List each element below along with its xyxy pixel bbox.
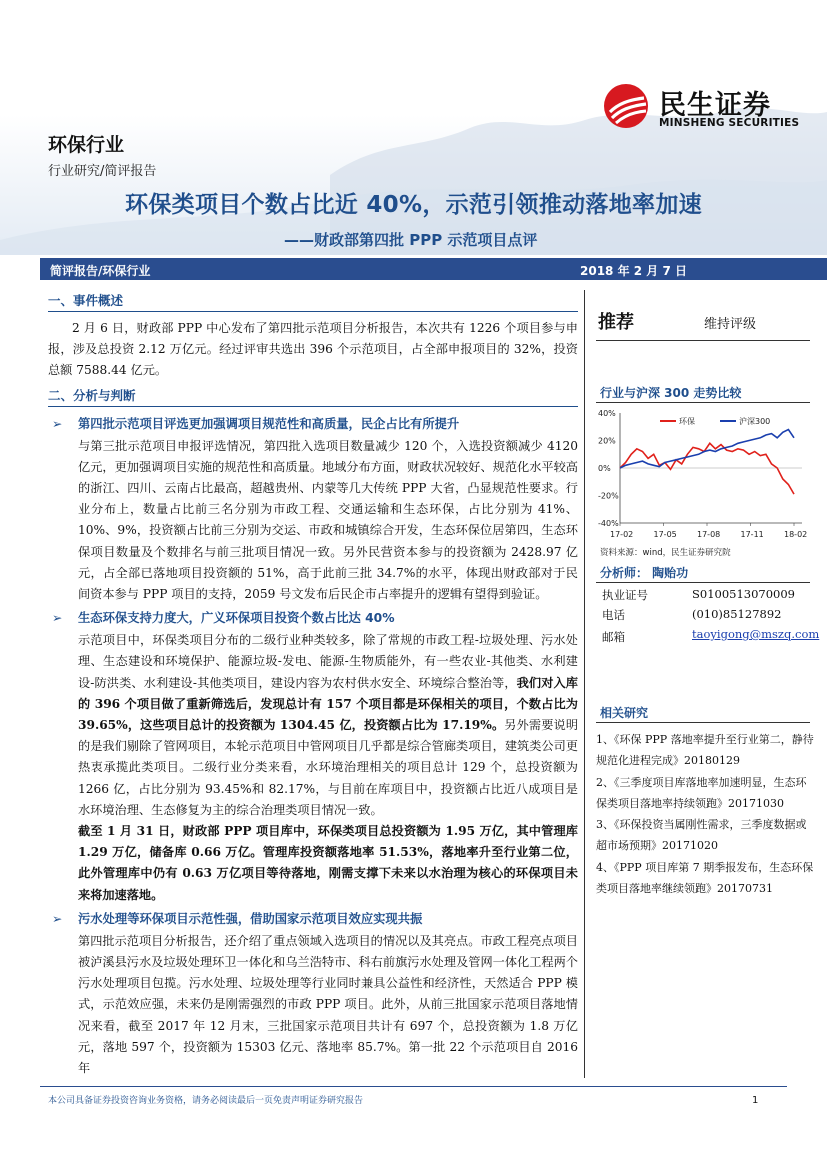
report-type: 行业研究/简评报告 [48, 164, 157, 179]
related-item[interactable]: 3、《环保投资当属刚性需求，三季度数据或超市场预期》20171020 [596, 818, 807, 853]
x-tick-label: 18-02 [784, 530, 808, 539]
related-heading: 相关研究 [600, 706, 649, 720]
arrow-icon: ➢ [52, 911, 63, 926]
phone-value: (010)85127892 [692, 607, 782, 621]
brand-name-cn: 民生证券 [659, 90, 771, 121]
rating: 推荐 [598, 312, 634, 333]
divider [596, 722, 810, 723]
footer-disclaimer: 本公司具备证券投资咨询业务资格，请务必阅读最后一页免责声明证券研究报告 [48, 1096, 364, 1106]
header-bar [40, 258, 827, 280]
phone-row [602, 607, 812, 627]
y-tick-label: -20% [598, 491, 619, 501]
paragraph-analysis-3-text: 截至 1 月 31 日，财政部 PPP 项目库中，环保类项目总投资额为 1.95 万亿，其中管理库 1.29 万亿，储备库 0.66 万亿。管理库投资额落地率 51.53%，落地率升至行业第二位，此外管理库中仍有 0.63 万亿项目等待落地，刚需支撑下未来以水治理为核心的环保项目未来将加速落地。 [78, 824, 578, 902]
bullet-heading-2-text: 生态环保支持力度大，广义环保项目投资个数占比达 40% [78, 611, 395, 626]
paragraph-analysis-2a: 示范项目中，环保类项目分布的二级行业种类较多，除了常规的市政工程-垃圾处理、污水处理、生态建设和环境保护、能源垃圾-发电、能源-生物质能外，有一些农业-其他类、水利建设-防洪类、水利建设-其他类项目，建设内容为农村供水安全、环境综合整治等， [78, 633, 578, 690]
brand-name-en: MINSHENG SECURITIES [659, 117, 800, 129]
footer-divider [40, 1086, 787, 1087]
main-content [48, 290, 578, 1079]
bullet-heading-3-text: 污水处理等环保项目示范性强，借助国家示范项目效应实现共振 [78, 911, 423, 926]
report-title: 环保类项目个数占比近 40%，示范引领推动落地率加速 [125, 192, 702, 218]
y-tick-label: 0% [598, 464, 611, 473]
paragraph-analysis-4: 第四批示范项目分析报告，还介绍了重点领域入选项目的情况以及其亮点。市政工程亮点项目被泸溪县污水及垃圾处理环卫一体化和乌兰浩特市、科右前旗污水处理及管网一体化工程两个污水处理项目包揽。污水处理、垃圾处理等行业同时兼具公益性和经济性，天然适合 PPP 模式，示范效应强，未来仍是刚需强烈的市政 PPP 项目。此外，从前三批国家示范项目落地情况来看，截至 2017 年 12 月末，三批国家示范项目共计有 697 个，总投资额为 1.8 万亿元，落地 597 个，投资额为 15303 亿元、落地率 85.7%。第一批 22 个示范项目自 2016 年 [78, 933, 578, 1076]
brand-logo-icon [602, 82, 652, 130]
section-heading-event: 一、事件概述 [48, 290, 578, 312]
x-tick-label: 17-11 [740, 530, 764, 539]
header-bar-category: 简评报告/环保行业 [50, 264, 151, 278]
chart-source: 资料来源：wind，民生证券研究院 [600, 548, 731, 558]
cert-row [602, 587, 812, 607]
paragraph-analysis-2c: 另外需要说明的是我们剔除了管网项目，本轮示范项目中管网项目几乎都是综合管廊类项目，建筑类公司更热衷承揽此类项目。二级行业分类来看，水环境治理相关的项目总计 129 个，总投资额为 1266 亿，占比分别为 93.45%和 82.17%，与目前在库项目中，投资额占比近八成项目是水环境治理、生态修复为主的综合治理类项目情况一致。 [78, 718, 579, 817]
related-item[interactable]: 2、《三季度项目库落地率加速明显，生态环保类项目落地率持续领跑》20171030 [596, 775, 807, 810]
y-tick-label: -40% [598, 519, 619, 528]
bullet-heading-3 [48, 908, 578, 931]
rating-note: 维持评级 [704, 317, 757, 332]
related-research-list [596, 729, 814, 899]
email-link[interactable]: taoyigong@mszq.com [692, 627, 820, 641]
email-row [602, 627, 820, 647]
y-tick-label: 20% [598, 436, 616, 446]
paragraph-analysis-1: 与第三批示范项目申报评选情况，第四批入选项目数量减少 120 个，入选投资额减少 4120 亿元，更加强调项目实施的规范性和高质量。地域分布方面，财政状况较好、规范化水平较高的浙江、四川、云南占比最高，超越贵州、内蒙等几大传统 PPP 大省，凸显规范性要求。行业分布上，数量占比前三名分别为市政工程、交通运输和生态环保，占比分别为 41%、10%、9%，投资额占比前三分别为交运、市政和城镇综合开发，生态环保位居第四，生态环保项目数量及个数排名与前三批项目情况一致。另外民营资本参与的投资额为 2428.97 亿元，占全部已落地项目投资额的 51%，高于此前三批 34.7%的水平，体现出财政部对于民间资本参与 PPP 项目的支持，2059 号文发布后民企市占率提升的逻辑有望得到验证。 [78, 438, 578, 602]
report-date: 2018 年 2 月 7 日 [580, 264, 687, 278]
legend-label: 环保 [679, 417, 695, 426]
arrow-icon: ➢ [52, 416, 63, 431]
legend-label: 沪深300 [739, 417, 771, 426]
x-tick-label: 17-05 [653, 530, 677, 539]
cert-value: S0100513070009 [692, 587, 795, 601]
divider [596, 340, 810, 341]
bullet-heading-2 [48, 607, 578, 630]
x-tick-label: 17-02 [610, 530, 634, 539]
phone-label: 电话 [602, 608, 625, 622]
y-tick-label: 40% [598, 409, 616, 418]
arrow-icon: ➢ [52, 611, 63, 626]
paragraph-analysis-3 [48, 821, 578, 906]
page-number: 1 [752, 1095, 759, 1106]
paragraph-event: 2 月 6 日，财政部 PPP 中心发布了第四批示范项目分析报告，本次共有 1226 个项目参与申报，涉及总投资 2.12 万亿元。经过评审共选出 396 个示范项目，占全部申报项目的 32%，投资总额 7588.44 亿元。 [48, 321, 578, 378]
section-heading-analysis: 二、分析与判断 [48, 385, 578, 407]
email-label: 邮箱 [602, 630, 625, 644]
bullet-heading-1 [48, 413, 578, 436]
analyst-heading: 分析师： 陶贻功 [600, 566, 689, 580]
cert-label: 执业证号 [602, 588, 648, 602]
column-divider [584, 290, 585, 1078]
related-item[interactable]: 1、《环保 PPP 落地率提升至行业第二，静待规范化进程完成》20180129 [596, 733, 814, 768]
paragraph-analysis-2-highlight: 我们对入库的 396 个项目做了重新筛选后，发现总计有 157 个项目都是环保相关的项目，个数占比为 39.65%，这些项目总计的投资额为 1304.45 亿，投资额占比为 17.19%。 [78, 675, 578, 733]
related-item[interactable]: 4、《PPP 项目库第 7 期季报发布，生态环保类项目落地率继续领跑》20170731 [596, 860, 814, 896]
paragraph-analysis-2 [48, 630, 578, 821]
divider [596, 402, 810, 403]
bullet-heading-1-text: 第四批示范项目评选更加强调项目规范性和高质量，民企占比有所提升 [78, 416, 460, 431]
x-tick-label: 17-08 [697, 530, 721, 539]
report-subtitle: ——财政部第四批 PPP 示范项目点评 [284, 231, 538, 249]
trend-chart [596, 405, 810, 545]
chart-heading: 行业与沪深 300 走势比较 [600, 386, 742, 400]
divider [596, 582, 810, 583]
sector-label: 环保行业 [48, 134, 125, 156]
